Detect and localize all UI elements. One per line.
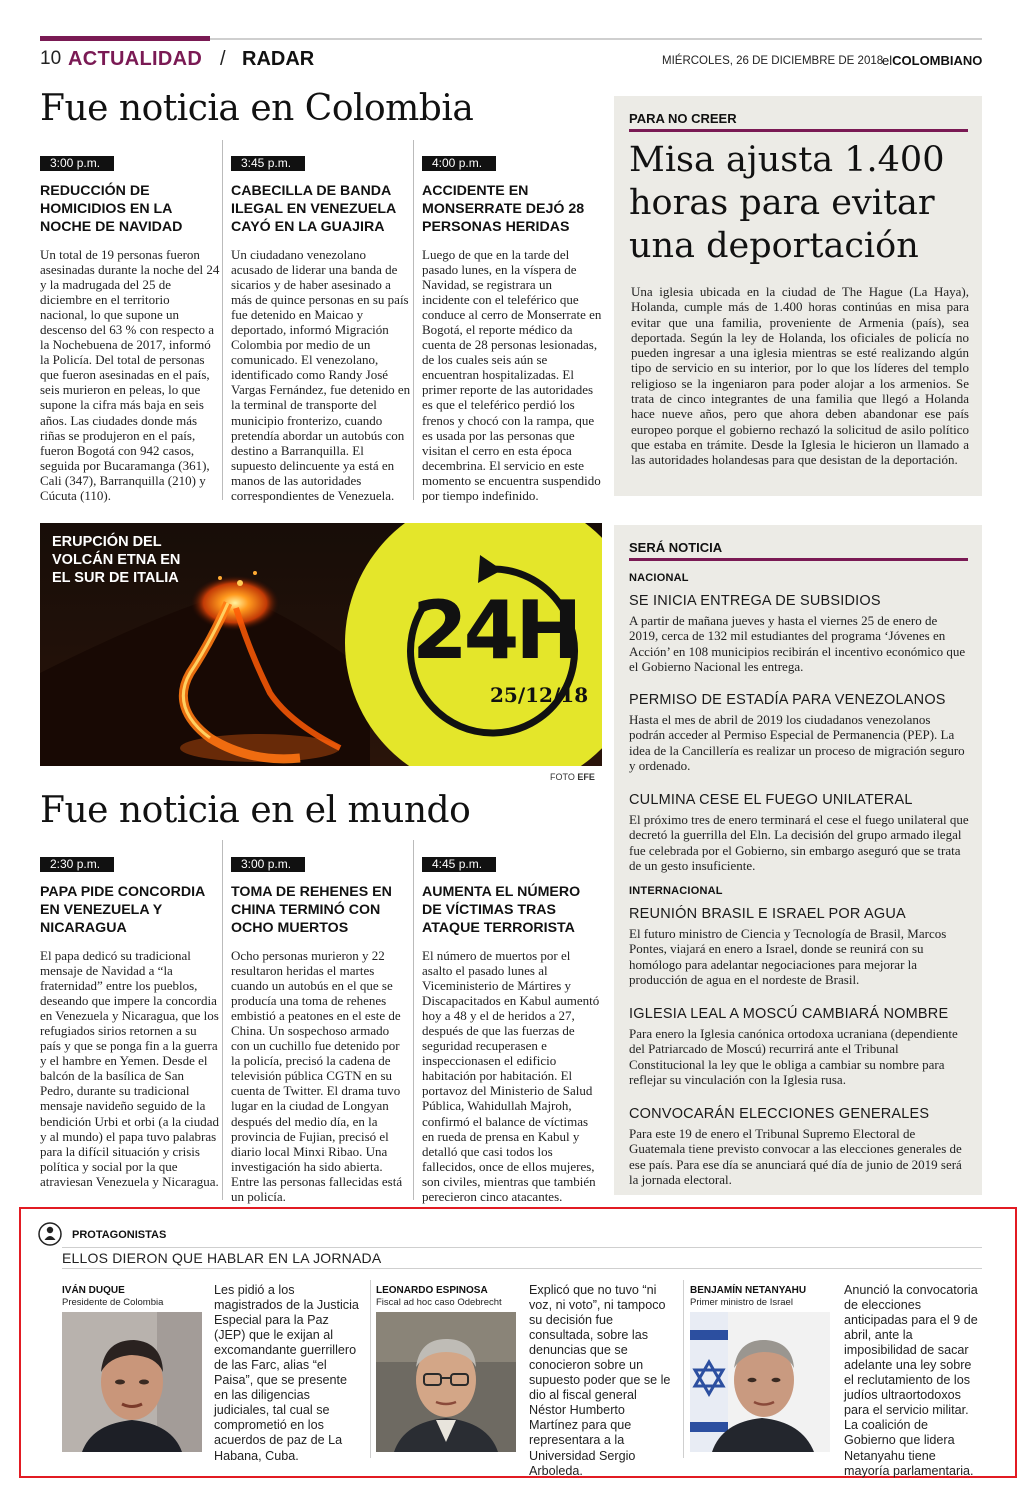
time-badge: 3:45 p.m. [231, 156, 305, 171]
section-separator: / [220, 48, 226, 70]
issue-date: MIÉRCOLES, 26 DE DICIEMBRE DE 2018 [662, 55, 884, 67]
news-body: Para este 19 de enero el Tribunal Supremo Electoral de Guatemala tiene previsto convocar a las elecciones generales de ese país. Para ese día se anunciará qué día de junio de 2019 será la jornada electoral. [629, 1126, 962, 1187]
person-role: Primer ministro de Israel [690, 1297, 793, 1308]
netanyahu-photo[interactable] [690, 1312, 830, 1452]
section-name[interactable]: ACTUALIDAD [68, 48, 203, 70]
para-no-creer-panel [614, 96, 982, 496]
24h-badge-date: 25/12/18 [490, 683, 589, 707]
news-headline[interactable]: IGLESIA LEAL A MOSCÚ CAMBIARÁ NOMBRE [629, 1006, 949, 1022]
news-headline[interactable]: CONVOCARÁN ELECCIONES GENERALES [629, 1106, 930, 1122]
news-headline[interactable]: SE INICIA ENTREGA DE SUBSIDIOS [629, 593, 881, 609]
panel-rule [629, 558, 968, 561]
photo-caption: ERUPCIÓN DEL VOLCÁN ETNA EN EL SUR DE ITALIA [52, 534, 181, 586]
page-number: 10 [40, 48, 62, 69]
newspaper-logo: elCOLOMBIANO [882, 53, 983, 68]
person-name[interactable]: BENJAMÍN NETANYAHU [690, 1285, 807, 1296]
etna-photo[interactable] [40, 523, 602, 766]
news-headline[interactable]: CULMINA CESE EL FUEGO UNILATERAL [629, 792, 913, 808]
news-body: El próximo tres de enero terminará el cese el fuego unilateral que decretó la guerrilla del Eln. La decisión del grupo armado ilegal fue celebrada por el Gobierno, sin embargo aseguró que se trata de un gesto insuficiente. [629, 812, 969, 873]
protagonistas-label: PROTAGONISTAS [72, 1229, 167, 1241]
article-body: El papa dedicó su tradicional mensaje de Navidad a “la fraternidad” entre los pueblos, deseando que impere la concordia en Venezuela y Nicaragua, que los refugiados sirios retornen a su país y que se ponga fin a la guerra y el hambre en Yemen. Desde el balcón de la basílica de San Pedro, durante su tradicional mensaje navideño seguido de la bendición Urbi et orbi (a la ciudad y al mundo) el papa tuvo palabras para la difícil situación y crisis política y social por la que atraviesan Venezuela y Nicaragua. [40, 948, 220, 1189]
news-headline[interactable]: PERMISO DE ESTADÍA PARA VENEZOLANOS [629, 692, 946, 708]
sera-noticia-panel [614, 525, 982, 1195]
header-rule [40, 38, 982, 40]
news-body: Para enero la Iglesia canónica ortodoxa ucraniana (dependiente del Patriarcado de Moscú) recurrirá ante el Tribunal Constitucional la ley que le obliga a cambiar su nombre para reflejar su vinculación con la Iglesia rusa. [629, 1026, 958, 1087]
news-body: Hasta el mes de abril de 2019 los ciudadanos venezolanos podrán acceder al Permiso Especial de Permanencia (PEP). La idea de la Cancillería es realizar un proceso de migración seguro y ordenado. [629, 712, 965, 773]
person-name[interactable]: LEONARDO ESPINOSA [376, 1285, 488, 1296]
colombia-item-2 [231, 152, 411, 503]
panel-rule [629, 129, 968, 132]
column-divider [413, 140, 414, 500]
person-quote: Les pidió a los magistrados de la Justicia Especial para la Paz (JEP) que le exijan al excomandante guerrillero de las Farc, alias “el Paisa”, que se presente en las diligencias judiciales, tal cual se comprometió en los acuerdos de paz de La Habana, Cuba. [214, 1283, 359, 1463]
time-badge: 4:45 p.m. [422, 857, 496, 872]
time-badge: 3:00 p.m. [40, 156, 114, 171]
article-body: Un total de 19 personas fueron asesinadas durante la noche del 24 y la madrugada del 25 de diciembre en el territorio nacional, lo que supone un descenso del 63 % con respecto a la Nochebuena de 2017, informó la Policía. Del total de personas que fueron asesinadas en el país, seis murieron en peleas, lo que supone la cifra más baja en seis años. Las ciudades donde más riñas se produjeron en el país, fueron Bogotá con 942 casos, seguida por Bucaramanga (361), Cali (347), Barranquilla (210) y Cúcuta (110). [40, 247, 220, 503]
article-headline[interactable]: REDUCCIÓN DE HOMICIDIOS EN LA NOCHE DE NAVIDAD [40, 183, 183, 235]
time-badge: 3:00 p.m. [231, 857, 305, 872]
mundo-item-2 [231, 853, 411, 1204]
photo-credit: FOTO EFE [550, 772, 595, 782]
category-internacional: INTERNACIONAL [629, 885, 723, 897]
article-headline[interactable]: CABECILLA DE BANDA ILEGAL EN VENEZUELA CAYÓ EN LA GUAJIRA [231, 183, 396, 235]
article-headline[interactable]: TOMA DE REHENES EN CHINA TERMINÓ CON OCHO MUERTOS [231, 884, 392, 936]
article-body: Luego de que en la tarde del pasado lunes, en la víspera de Navidad, se registrara un incidente con el teleférico que conduce al cerro de Monserrate en Bogotá, el reporte médico da cuenta de 28 personas lesionadas, de los cuales seis aún se encuentran hospitalizadas. El primer reporte de las autoridades es que el teleférico perdió los frenos y chocó con la rampa, que es usada por las personas que visitan el cerro en esta época decembrina. El servicio en este momento se encuentra suspendido por tiempo indefinido. [422, 247, 602, 503]
column-divider [370, 1280, 371, 1458]
person-role: Presidente de Colombia [62, 1297, 164, 1308]
panel-kicker: PARA NO CREER [629, 111, 737, 126]
news-body: A partir de mañana jueves y hasta el viernes 25 de enero de 2019, cerca de 132 mil estudiantes del programa ‘Jóvenes en Acción’ en 108 municipios recibirán el incentivo económico que el Gobierno Nacional les entrega. [629, 613, 966, 674]
duque-photo[interactable] [62, 1312, 202, 1452]
panel-kicker: SERÁ NOTICIA [629, 540, 723, 555]
24h-badge-text: 24H [412, 584, 579, 677]
time-badge: 4:00 p.m. [422, 156, 496, 171]
article-headline[interactable]: ACCIDENTE EN MONSERRATE DEJÓ 28 PERSONAS HERIDAS [422, 183, 585, 235]
protagonistas-heading: ELLOS DIERON QUE HABLAR EN LA JORNADA [62, 1250, 382, 1266]
article-body: Un ciudadano venezolano acusado de liderar una banda de sicarios y de haber asesinado a más de quince personas en su país fue detenido en Maicao y deportado, informó Migración Colombia por medio de un comunicado. El venezolano, identificado como Randy José Vargas Fernández, fue detenido en la terminal de transporte del municipio fronterizo, cuando pretendía abordar un autobús con destino a Barranquilla. El supuesto delincuente ya está en manos de las autoridades correspondientes de Venezuela. [231, 247, 411, 503]
article-headline[interactable]: AUMENTA EL NÚMERO DE VÍCTIMAS TRAS ATAQUE TERRORISTA [422, 884, 581, 936]
column-divider [413, 840, 414, 1200]
person-quote: Explicó que no tuvo “ni voz, ni voto”, ni tampoco su decisión fue consultada, sobre las denuncias que se conocieron sobre un supuesto poder que se le dio al fiscal general Néstor Humberto Martínez para que representara a la Universidad Sergio Arboleda. [529, 1283, 671, 1478]
news-headline[interactable]: REUNIÓN BRASIL E ISRAEL POR AGUA [629, 906, 906, 922]
mundo-item-3 [422, 853, 602, 1204]
panel-body: Una iglesia ubicada en la ciudad de The Hague (La Haya), Holanda, cumple más de 1.400 horas continúas en misa para evitar que una familia, proveniente de Armenia (país), sea deportada. Según la ley de Holanda, los oficiales de policía no pueden ingresar a una iglesia mientras se esté realizando algún tipo de servicio en su interior, por lo que los líderes del templo religioso se la ingeniaron para poder alojar a los armenios. Se trata de cinco integrantes de una familia que llegó a Holanda hace nueve años, pero que ahora deben abandonar ese país europeo porque el gobierno rechazó la solicitud de asilo político que estaba en trámite. Desde la Iglesia le hicieron un llamado a las autoridades holandesas para que desistan de la deportación. [631, 284, 969, 468]
time-badge: 2:30 p.m. [40, 857, 114, 872]
news-body: El futuro ministro de Ciencia y Tecnología de Brasil, Marcos Pontes, viajará en enero a Israel, donde se reunirá con su homólogo para adelantar negociaciones para mejorar la producción de agua en el nordeste de Brasil. [629, 926, 947, 987]
article-body: Ocho personas murieron y 22 resultaron heridas el martes cuando un autobús en el que se producía una toma de rehenes embistió a peatones en el este de China. Un sospechoso armado con un cuchillo fue detenido por la policía, precisó la cadena de televisión pública CGTN en su cuenta de Twitter. El drama tuvo lugar en la ciudad de Longyan después del medio día, en la provincia de Fujian, precisó el diario local Minxi Ribao. Una investigación ha sido abierta. Entre las personas fallecidas está un policía. [231, 948, 403, 1204]
person-role: Fiscal ad hoc caso Odebrecht [376, 1297, 502, 1308]
article-headline[interactable]: PAPA PIDE CONCORDIA EN VENEZUELA Y NICARAGUA [40, 884, 205, 936]
column-divider [683, 1280, 684, 1458]
mundo-item-1 [40, 853, 220, 1189]
espinosa-photo[interactable] [376, 1312, 516, 1452]
mundo-title: Fue noticia en el mundo [40, 790, 471, 831]
column-divider [222, 840, 223, 1200]
colombia-item-1 [40, 152, 220, 503]
article-body: El número de muertos por el asalto el pasado lunes al Viceministerio de Mártires y Discapacitados en Kabul aumentó hoy a 48 y el de heridos a 27, después de que las fuerzas de seguridad recuperasen e inspeccionasen el edificio habitación por habitación. El portavoz del Ministerio de Salud Pública, Wahidullah Majroh, confirmó el balance de víctimas en rueda de prensa en Kabul y detalló que casi todos los fallecidos, once de ellos mujeres, son civiles, mientras que también perecieron cinco atacantes. [422, 948, 600, 1204]
colombia-item-3 [422, 152, 602, 503]
person-icon [38, 1222, 62, 1246]
section-rule [62, 1268, 982, 1269]
panel-headline[interactable]: Misa ajusta 1.400 horas para evitar una deportación [629, 140, 945, 266]
column-divider [222, 140, 223, 500]
section-rule [62, 1247, 982, 1248]
person-quote: Anunció la convocatoria de elecciones anticipadas para el 9 de abril, ante la imposibilidad de sacar adelante una ley sobre el reclutamiento de los judíos ultraortodoxos para el servicio militar. La coalición de Gobierno que lidera Netanyahu tiene mayoría parlamentaria. [844, 1283, 978, 1478]
person-name[interactable]: IVÁN DUQUE [62, 1285, 125, 1296]
category-nacional: NACIONAL [629, 572, 689, 584]
subsection-name[interactable]: RADAR [242, 48, 315, 70]
colombia-title: Fue noticia en Colombia [40, 88, 474, 129]
